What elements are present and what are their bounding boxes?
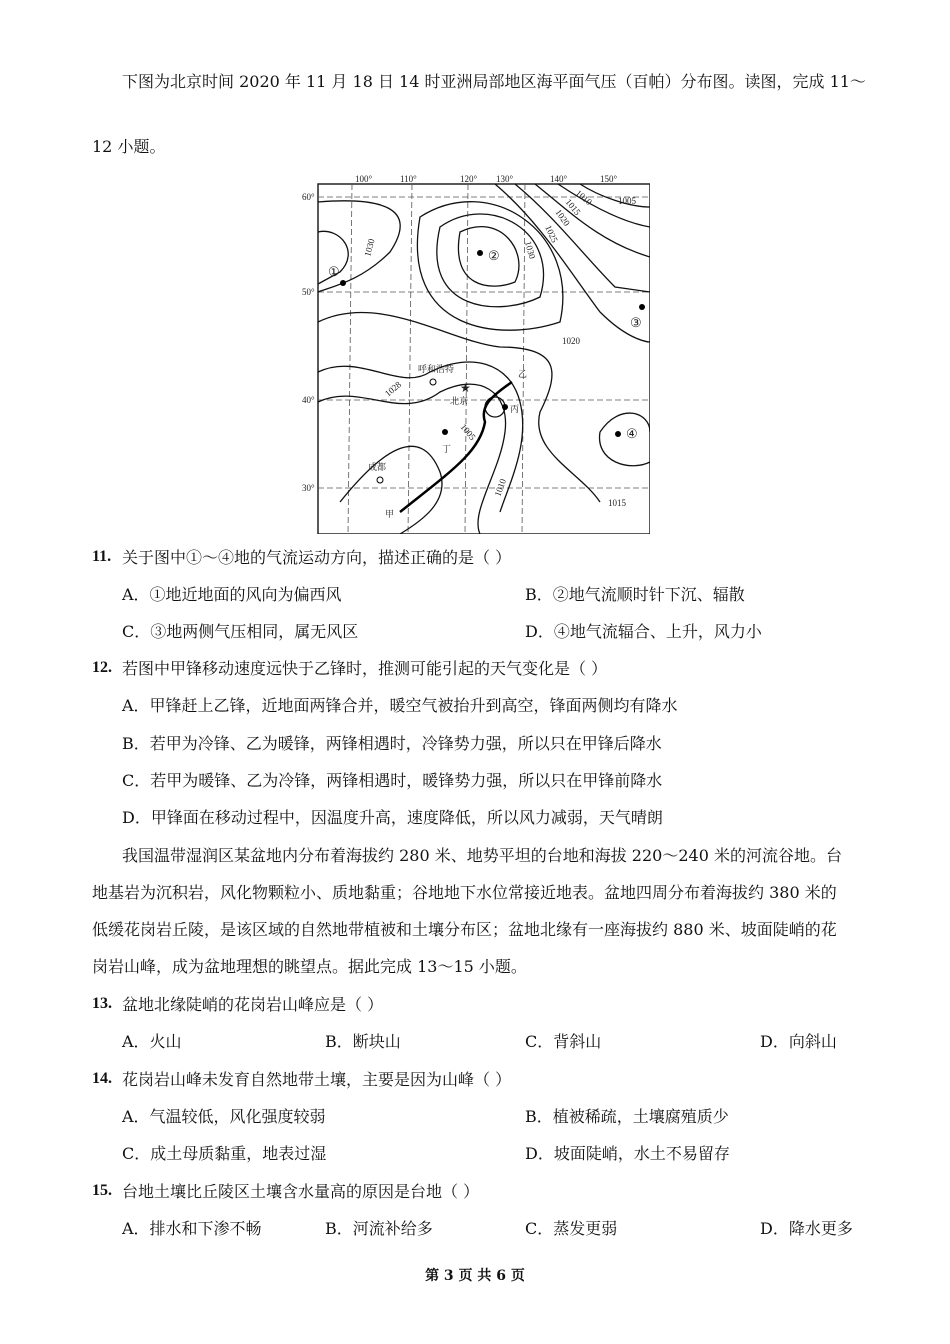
place-2-label: ② (488, 248, 500, 263)
latitude-label: 60° (302, 192, 315, 202)
option: C．背斜山 (525, 1032, 602, 1051)
question-number: 13. (92, 995, 112, 1012)
isobar-label: 1015 (563, 196, 583, 218)
isobar-label: 1020 (553, 207, 572, 228)
intro-text-line: 下图为北京时间 2020 年 11 月 18 日 14 时亚洲局部地区海平面气压（百帕）分布图。读图，完成 11～ (122, 72, 866, 91)
intro-text-line: 我国温带湿润区某盆地内分布着海拔约 280 米、地势平坦的台地和海拔 220～240 米的河流谷地。台 (122, 846, 842, 865)
isobar-label: 1025 (543, 223, 560, 245)
longitude-label: 110° (400, 174, 417, 184)
intro-text-line: 12 小题。 (92, 137, 166, 156)
option: C．③地两侧气压相同，属无风区 (122, 622, 359, 641)
isobar-label: 1015 (608, 498, 626, 508)
option: B．②地气流顺时针下沉、辐散 (525, 585, 745, 604)
option: D．甲锋面在移动过程中，因温度升高，速度降低，所以风力减弱，天气晴朗 (122, 808, 663, 827)
option: D．降水更多 (760, 1219, 853, 1238)
place-3-label: ③ (630, 315, 642, 330)
option: C．成土母质黏重，地表过湿 (122, 1144, 327, 1163)
question-number: 11. (92, 548, 112, 565)
question-number: 12. (92, 659, 112, 676)
intro-text-line: 低缓花岗岩丘陵，是该区域的自然地带植被和土壤分布区；盆地北缘有一座海拔约 880 米、坡面陡峭的花 (92, 920, 837, 939)
option: A．甲锋赶上乙锋，近地面两锋合并，暖空气被抬升到高空，锋面两侧均有降水 (122, 696, 678, 715)
question-stem: 台地土壤比丘陵区土壤含水量高的原因是台地（ ） (122, 1182, 480, 1201)
question-stem: 若图中甲锋移动速度远快于乙锋时，推测可能引起的天气变化是（ ） (122, 659, 608, 678)
option: A．气温较低，风化强度较弱 (122, 1107, 326, 1126)
isobar-label: 1020 (562, 336, 580, 346)
option: C．若甲为暖锋、乙为冷锋，两锋相遇时，暖锋势力强，所以只在甲锋前降水 (122, 771, 663, 790)
option: B．断块山 (325, 1032, 401, 1051)
option: D．向斜山 (760, 1032, 837, 1051)
place-4-label: ④ (626, 426, 638, 441)
front-label: 甲 (385, 509, 395, 519)
front-label: 乙 (518, 369, 528, 379)
isobar-label: 1010 (492, 477, 509, 498)
sea-level-pressure-map (300, 172, 650, 534)
option: B．若甲为冷锋、乙为暖锋，两锋相遇时，冷锋势力强，所以只在甲锋后降水 (122, 734, 662, 753)
front-label: 丁 (442, 444, 452, 454)
option: A．①地近地面的风向为偏西风 (122, 585, 342, 604)
intro-text-line: 岗岩山峰，成为盆地理想的眺望点。据此完成 13～15 小题。 (92, 957, 527, 976)
option: D．④地气流辐合、上升，风力小 (525, 622, 762, 641)
isobar-label: 1005 (458, 421, 478, 443)
isobar-label: 1010 (573, 187, 594, 208)
latitude-label: 40° (302, 395, 315, 405)
isobar-label: 1030 (362, 237, 377, 258)
latitude-label: 50° (302, 287, 315, 297)
option: D．坡面陡峭，水土不易留存 (525, 1144, 730, 1163)
question-stem: 盆地北缘陡峭的花岗岩山峰应是（ ） (122, 995, 384, 1014)
place-1-label: ① (328, 264, 340, 279)
longitude-label: 140° (550, 174, 568, 184)
longitude-label: 100° (355, 174, 373, 184)
option: C．蒸发更弱 (525, 1219, 618, 1238)
question-number: 15. (92, 1182, 112, 1199)
page-footer: 第 3 页 共 6 页 (425, 1268, 525, 1284)
star-icon: ★ (460, 381, 471, 395)
option: A．火山 (122, 1032, 182, 1051)
question-stem: 关于图中①～④地的气流运动方向，描述正确的是（ ） (122, 548, 512, 567)
option: B．河流补给多 (325, 1219, 433, 1238)
longitude-label: 130° (496, 174, 514, 184)
latitude-label: 30° (302, 483, 315, 493)
city-label: 北京 (450, 396, 469, 406)
front-label: 丙 (510, 404, 520, 414)
isobar-label: 1028 (382, 379, 404, 399)
city-label: 呼和浩特 (418, 364, 455, 374)
option: B．植被稀疏，土壤腐殖质少 (525, 1107, 729, 1126)
question-number: 14. (92, 1070, 112, 1087)
question-stem: 花岗岩山峰未发育自然地带土壤，主要是因为山峰（ ） (122, 1070, 512, 1089)
longitude-label: 120° (460, 174, 478, 184)
intro-text-line: 地基岩为沉积岩，风化物颗粒小、质地黏重；谷地地下水位常接近地表。盆地四周分布着海拔约 380 米的 (92, 883, 837, 902)
isobar-label: 1030 (523, 239, 538, 260)
longitude-label: 150° (600, 174, 618, 184)
city-label: 成都 (368, 462, 387, 472)
option: A．排水和下渗不畅 (122, 1219, 262, 1238)
isobar-label: 1005 (618, 196, 636, 206)
